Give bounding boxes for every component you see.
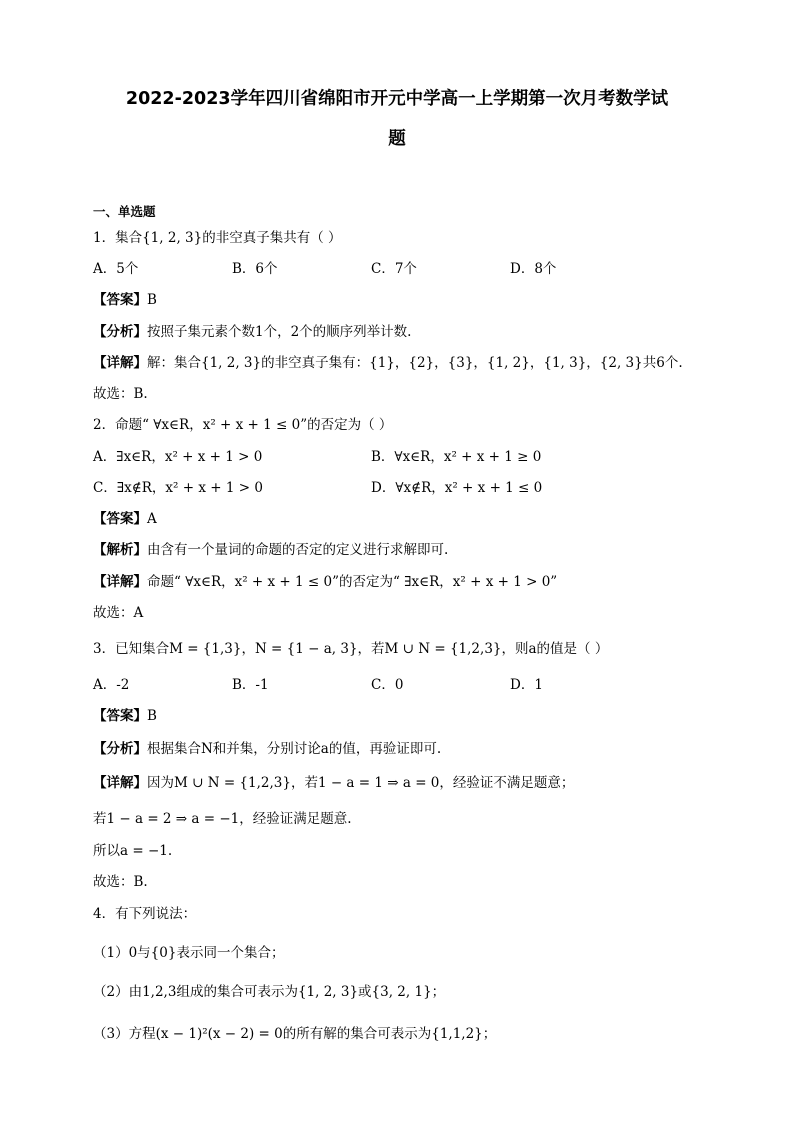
q3-option-b: B．-1 xyxy=(232,677,269,693)
q3-conclusion: 所以a = −1. xyxy=(93,843,173,859)
q1-answer-row xyxy=(93,291,157,309)
q3-analysis-row xyxy=(93,740,441,758)
q3-option-c: C．0 xyxy=(371,677,404,693)
analysis-tag: 【分析】 xyxy=(93,324,147,340)
detail-tag: 【详解】 xyxy=(93,574,147,590)
q1-choose: 故选：B. xyxy=(93,386,148,402)
answer-tag: 【答案】 xyxy=(93,708,147,724)
section-heading-single-choice: 一、单选题 xyxy=(93,204,156,219)
q3-analysis: 根据集合N和并集，分别讨论a的值，再验证即可. xyxy=(147,741,442,757)
q1-option-d: D．8个 xyxy=(510,261,557,277)
q1-detail-row xyxy=(93,354,683,372)
detail-tag: 【详解】 xyxy=(93,775,147,791)
q2-detail: 命题“ ∀x∈R，x² + x + 1 ≤ 0”的否定为“ ∃x∈R，x² + x + 1 > 0” xyxy=(147,574,558,590)
answer-tag: 【答案】 xyxy=(93,511,147,527)
document-title-line-1: 2022-2023学年四川省绵阳市开元中学高一上学期第一次月考数学试 xyxy=(125,89,669,109)
q4-statement-1: （1）0与{0}表示同一个集合； xyxy=(93,945,285,961)
q1-option-b: B．6个 xyxy=(232,261,278,277)
q2-option-a: A．∃x∈R，x² + x + 1 > 0 xyxy=(93,449,263,465)
q3-answer-row xyxy=(93,707,157,725)
q1-option-a: A．5个 xyxy=(93,261,139,277)
q3-answer: B xyxy=(147,708,157,724)
q2-detail-row xyxy=(93,573,557,591)
q3-option-d: D．1 xyxy=(510,677,543,693)
q2-stem: 2．命题“ ∀x∈R，x² + x + 1 ≤ 0”的否定为（ ） xyxy=(93,417,393,433)
detail-tag: 【详解】 xyxy=(93,355,147,371)
q3-detail: 因为M ∪ N = {1,2,3}，若1 − a = 1 ⇒ a = 0，经验证不满足题意； xyxy=(147,775,575,791)
q2-analysis: 由含有一个量词的命题的否定的定义进行求解即可. xyxy=(147,542,449,558)
q2-answer: A xyxy=(147,511,157,527)
q1-answer: B xyxy=(147,292,157,308)
q1-stem: 1．集合{1, 2, 3}的非空真子集共有（ ） xyxy=(93,230,342,246)
q2-option-d: D．∀x∉R，x² + x + 1 ≤ 0 xyxy=(371,480,543,496)
q3-stem: 3．已知集合M = {1,3}，N = {1 − a, 3}，若M ∪ N = {1,2,3}，则a的值是（ ） xyxy=(93,641,609,657)
q4-statement-2: （2）由1,2,3组成的集合可表示为{1, 2, 3}或{3, 2, 1}； xyxy=(93,984,446,1000)
q3-detail-row xyxy=(93,774,574,792)
q1-detail: 解：集合{1, 2, 3}的非空真子集有：{1}，{2}，{3}，{1, 2}，{1, 3}，{2, 3}共6个. xyxy=(147,355,683,371)
q2-option-c: C．∃x∉R，x² + x + 1 > 0 xyxy=(93,480,263,496)
q3-choose: 故选：B. xyxy=(93,874,148,890)
q1-option-c: C．7个 xyxy=(371,261,417,277)
q3-case-2: 若1 − a = 2 ⇒ a = −1，经验证满足题意. xyxy=(93,811,352,827)
q2-analysis-row xyxy=(93,541,448,559)
q4-statement-3: （3）方程(x − 1)²(x − 2) = 0的所有解的集合可表示为{1,1,2}； xyxy=(93,1026,497,1042)
q2-choose: 故选：A xyxy=(93,605,144,621)
q2-option-b: B．∀x∈R，x² + x + 1 ≥ 0 xyxy=(371,449,542,465)
q1-analysis: 按照子集元素个数1个，2个的顺序列举计数. xyxy=(147,324,412,340)
q3-option-a: A．-2 xyxy=(93,677,130,693)
document-title-line-2: 题 xyxy=(388,129,406,149)
analysis-tag: 【分析】 xyxy=(93,741,147,757)
q4-stem: 4．有下列说法： xyxy=(93,906,197,922)
answer-tag: 【答案】 xyxy=(93,292,147,308)
q2-answer-row xyxy=(93,510,157,528)
q1-analysis-row xyxy=(93,323,411,341)
analysis-tag: 【解析】 xyxy=(93,542,147,558)
